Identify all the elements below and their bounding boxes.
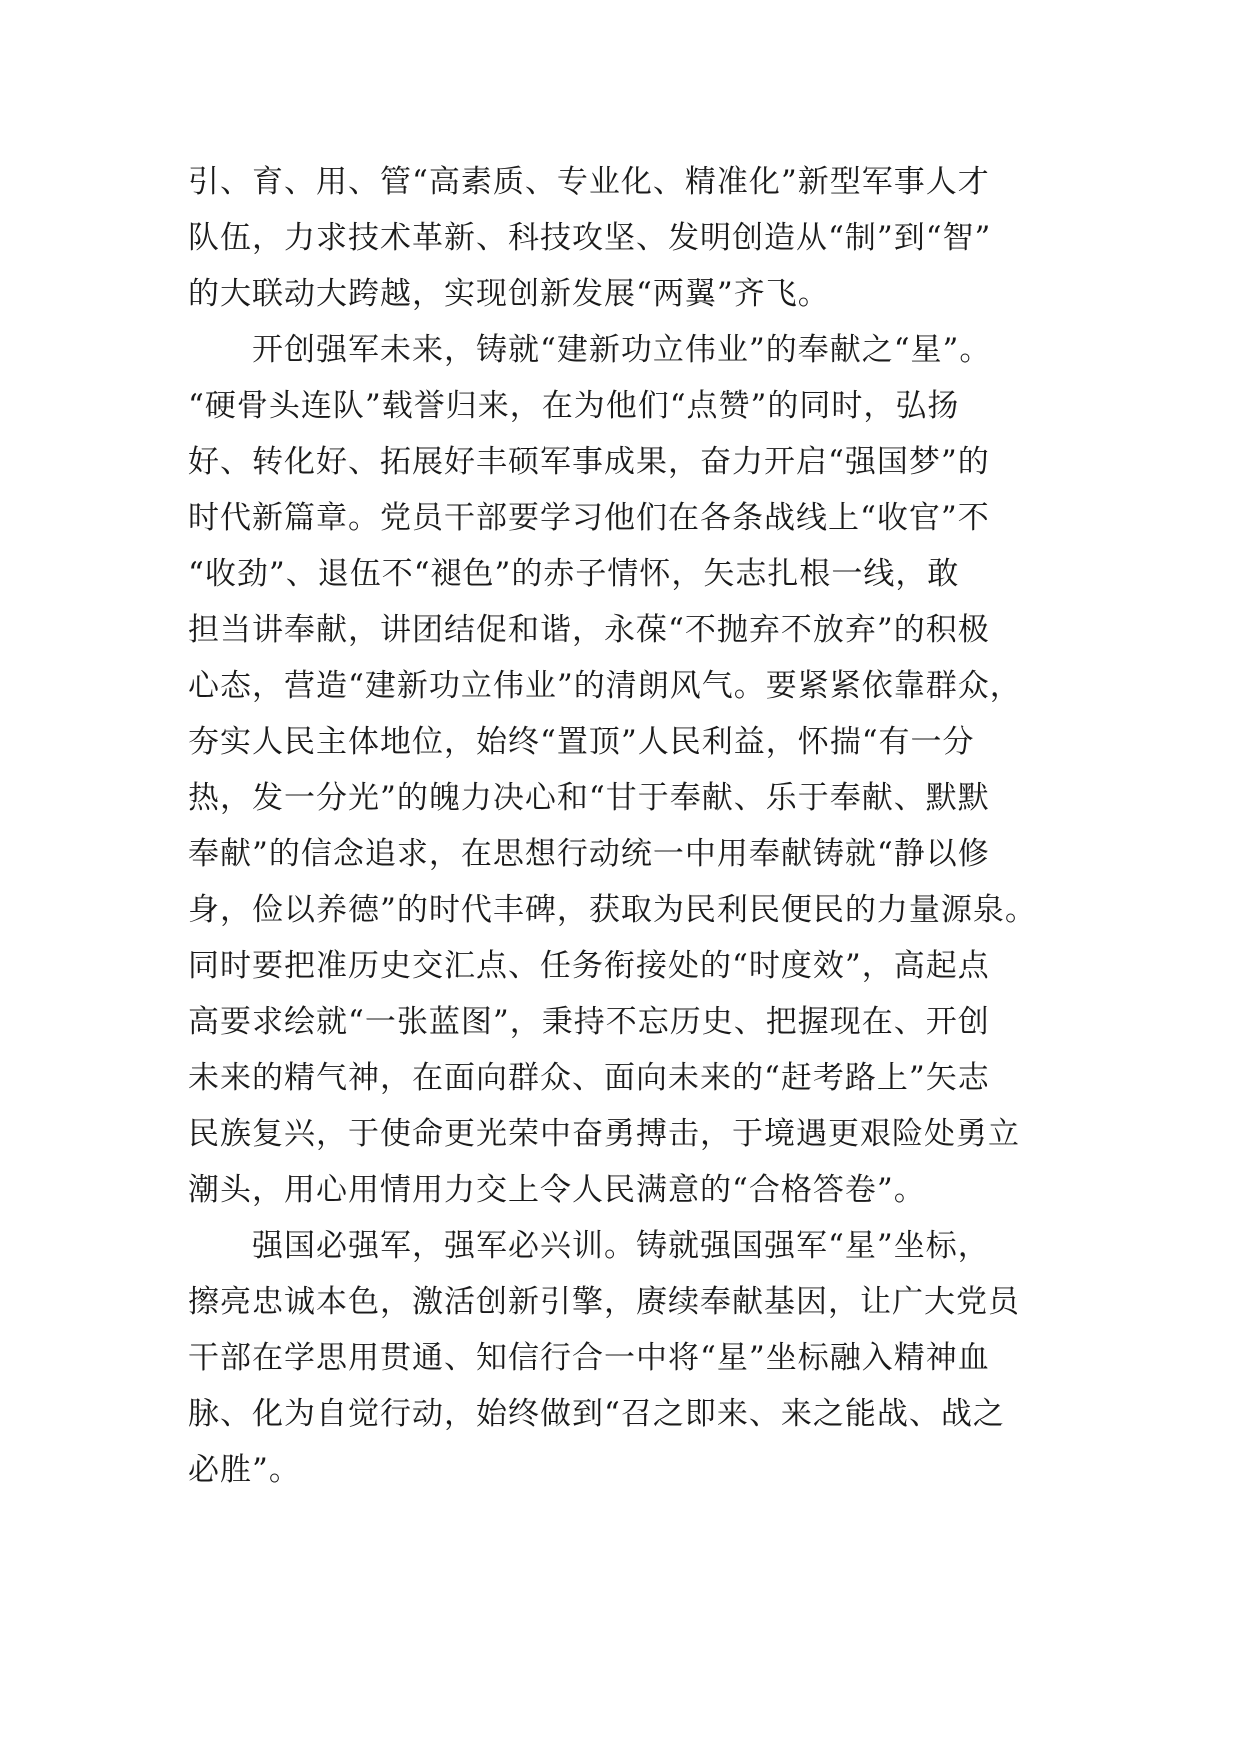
text-line: 民族复兴，于使命更光荣中奋勇搏击，于境遇更艰险处勇立: [188, 1116, 1020, 1152]
text-line: 干部在学思用贯通、知信行合一中将“星”坐标融入精神血: [188, 1340, 990, 1376]
text-line: 夯实人民主体地位，始终“置顶”人民利益，怀揣“有一分: [188, 724, 975, 760]
text-line: 高要求绘就“一张蓝图”，秉持不忘历史、把握现在、开创: [188, 1004, 990, 1040]
text-line: 未来的精气神，在面向群众、面向未来的“赶考路上”矢志: [188, 1060, 990, 1096]
text-line: 担当讲奉献，讲团结促和谐，永葆“不抛弃不放弃”的积极: [188, 612, 990, 648]
paragraph-start-line: 开创强军未来，铸就“建新功立伟业”的奉献之“星”。: [188, 332, 992, 368]
text-line: 同时要把准历史交汇点、任务衔接处的“时度效”，高起点: [188, 948, 990, 984]
text-line: 必胜”。: [188, 1452, 301, 1488]
text-line: 擦亮忠诚本色，激活创新引擎，赓续奉献基因，让广大党员: [188, 1284, 1020, 1320]
text-line: 身，俭以养德”的时代丰碑，获取为民利民便民的力量源泉。: [188, 892, 1037, 928]
text-line: 引、育、用、管“高素质、专业化、精准化”新型军事人才: [188, 164, 990, 200]
text-line: “硬骨头连队”载誉归来，在为他们“点赞”的同时，弘扬: [188, 388, 960, 424]
text-line: 时代新篇章。党员干部要学习他们在各条战线上“收官”不: [188, 500, 990, 536]
text-line: 好、转化好、拓展好丰硕军事成果，奋力开启“强国梦”的: [188, 444, 990, 480]
text-line: “收劲”、退伍不“褪色”的赤子情怀，矢志扎根一线，敢: [188, 556, 960, 592]
text-line: 奉献”的信念追求，在思想行动统一中用奉献铸就“静以修: [188, 836, 990, 872]
text-line: 热，发一分光”的魄力决心和“甘于奉献、乐于奉献、默默: [188, 780, 990, 816]
text-line: 心态，营造“建新功立伟业”的清朗风气。要紧紧依靠群众，: [188, 668, 1022, 704]
body-text: [188, 154, 1088, 1498]
text-line: 队伍，力求技术革新、科技攻坚、发明创造从“制”到“智”: [188, 220, 992, 256]
text-line: 的大联动大跨越，实现创新发展“两翼”齐飞。: [188, 276, 830, 312]
text-line: 脉、化为自觉行动，始终做到“召之即来、来之能战、战之: [188, 1396, 1005, 1432]
paragraph-start-line: 强国必强军，强军必兴训。铸就强国强军“星”坐标，: [188, 1228, 990, 1264]
text-line: 潮头，用心用情用力交上令人民满意的“合格答卷”。: [188, 1172, 926, 1208]
